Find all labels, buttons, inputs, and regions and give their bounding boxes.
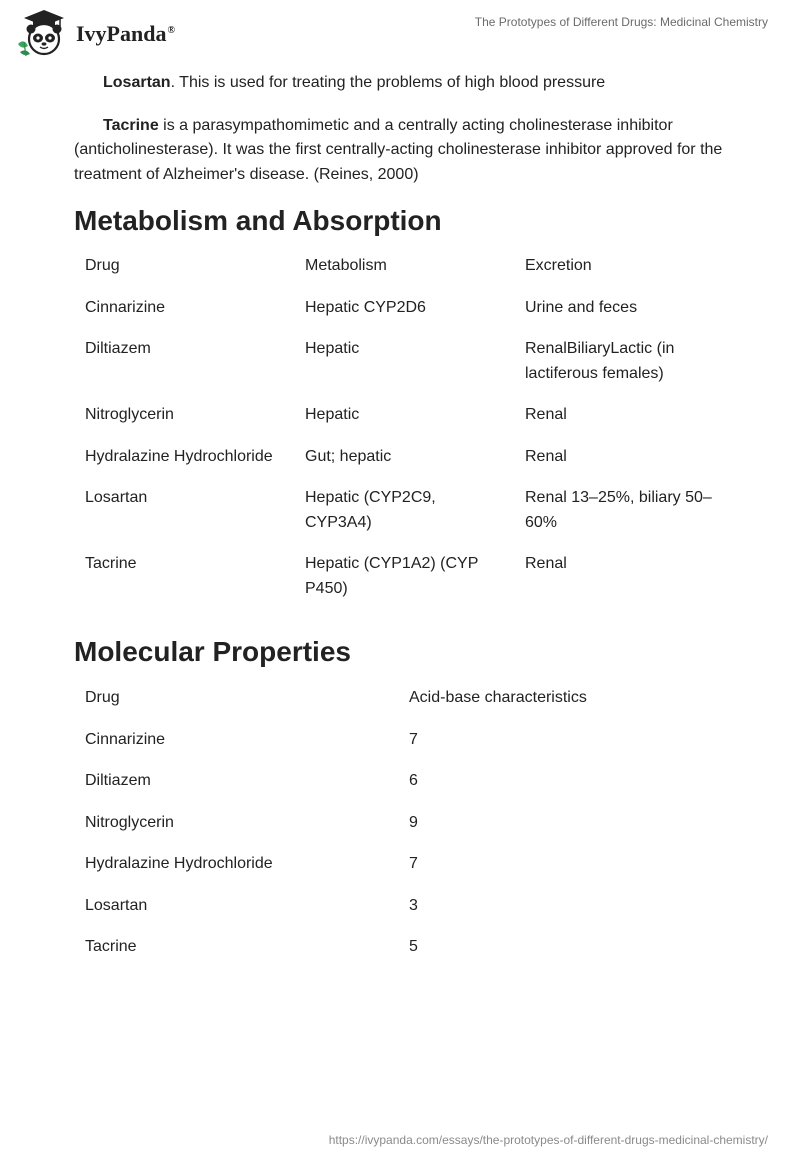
table-cell: Hydralazine Hydrochloride — [85, 855, 273, 872]
table-cell: 3 — [409, 896, 418, 914]
table-row — [74, 486, 734, 552]
table-cell: 7 — [409, 855, 418, 872]
table-cell: Hepatic — [305, 406, 360, 423]
table-cell: 5 — [409, 938, 418, 955]
table-row — [74, 403, 734, 445]
table-cell: 7 — [409, 730, 418, 748]
metabolism-heading: Metabolism and Absorption — [74, 205, 442, 236]
table-cell: Losartan — [85, 489, 148, 506]
molecular-table — [74, 686, 734, 977]
metabolism-table — [74, 254, 734, 618]
table-row — [74, 337, 734, 403]
column-header: Drug — [85, 689, 120, 706]
tacrine-paragraph: Tacrine is a parasympathomimetic and a centrally acting cholinesterase inhibitor (anticholinesterase). It was the first centrally-acting cholinesterase inhibitor approved for the treatment of Alzheimer's disease. (Reines, 2000) — [74, 116, 723, 183]
table-cell: Hepatic (CYP2C9, CYP3A4) — [305, 489, 436, 531]
table-cell: Urine and feces — [525, 298, 638, 316]
column-header: Acid-base characteristics — [409, 689, 587, 706]
document-title: The Prototypes of Different Drugs: Medicinal Chemistry — [474, 15, 768, 29]
table-cell: Cinnarizine — [85, 298, 166, 316]
losartan-paragraph: Losartan. This is used for treating the problems of high blood pressure — [103, 74, 606, 91]
table-cell: Losartan — [85, 896, 148, 914]
table-row — [74, 296, 734, 338]
table-cell: Gut; hepatic — [305, 447, 392, 465]
table-cell: Renal — [525, 555, 567, 572]
table-cell: Tacrine — [85, 555, 137, 572]
article-body — [74, 71, 734, 977]
table-header-row — [74, 686, 734, 728]
table-row — [74, 769, 734, 811]
table-cell: Diltiazem — [85, 772, 151, 789]
table-cell: 6 — [409, 772, 418, 789]
table-cell: Hepatic — [305, 340, 360, 357]
table-row — [74, 552, 734, 618]
table-row — [74, 811, 734, 853]
table-cell: Hydralazine Hydrochloride — [85, 447, 273, 465]
table-cell: RenalBiliaryLactic (in lactiferous females) — [525, 340, 675, 382]
table-row — [74, 894, 734, 936]
table-cell: Nitroglycerin — [85, 813, 174, 831]
table-cell: Cinnarizine — [85, 730, 166, 748]
table-row — [74, 445, 734, 487]
table-cell: Nitroglycerin — [85, 406, 174, 423]
column-header: Metabolism — [305, 257, 387, 274]
brand-name: IvyPanda® — [76, 21, 175, 46]
table-row — [74, 935, 734, 977]
table-cell: Hepatic CYP2D6 — [305, 298, 426, 316]
table-cell: Hepatic (CYP1A2) (CYP P450) — [305, 555, 479, 597]
table-cell: Tacrine — [85, 938, 137, 955]
column-header: Excretion — [525, 257, 592, 274]
column-header: Drug — [85, 257, 120, 274]
table-row — [74, 728, 734, 770]
table-header-row — [74, 254, 734, 296]
page-header — [0, 0, 800, 60]
table-cell: 9 — [409, 813, 418, 831]
table-row — [74, 852, 734, 894]
table-cell: Renal — [525, 406, 567, 423]
ivypanda-logo[interactable] — [14, 8, 175, 58]
losartan-term: Losartan — [103, 74, 171, 91]
molecular-heading: Molecular Properties — [74, 636, 351, 667]
table-cell: Renal — [525, 447, 567, 465]
source-url-link[interactable]: https://ivypanda.com/essays/the-prototypes-of-different-drugs-medicinal-chemistry/ — [328, 1133, 768, 1147]
tacrine-term: Tacrine — [103, 116, 159, 134]
panda-graduate-icon — [14, 8, 72, 58]
table-cell: Diltiazem — [85, 340, 151, 357]
table-cell: Renal 13–25%, biliary 50–60% — [525, 489, 712, 531]
